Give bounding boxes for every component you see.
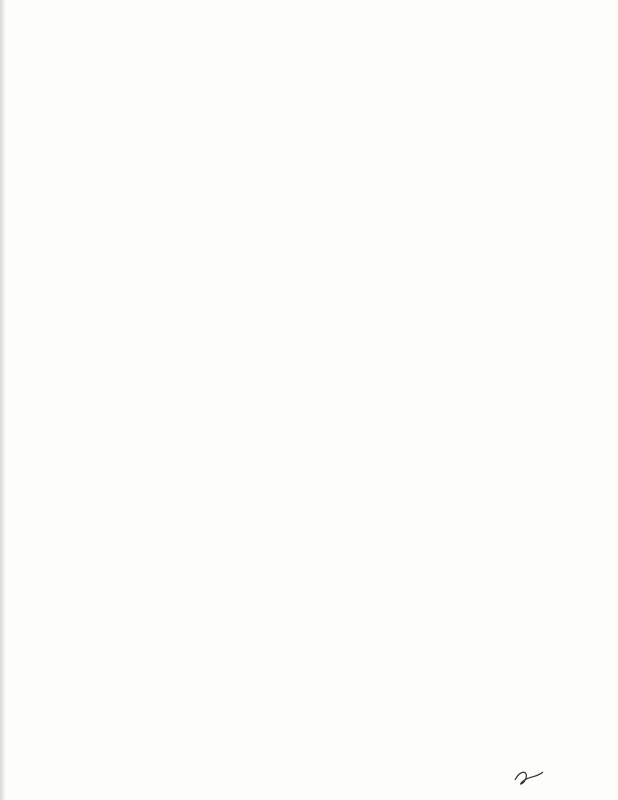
handwritten-signature bbox=[512, 766, 546, 790]
page-edge-shadow bbox=[0, 0, 6, 800]
